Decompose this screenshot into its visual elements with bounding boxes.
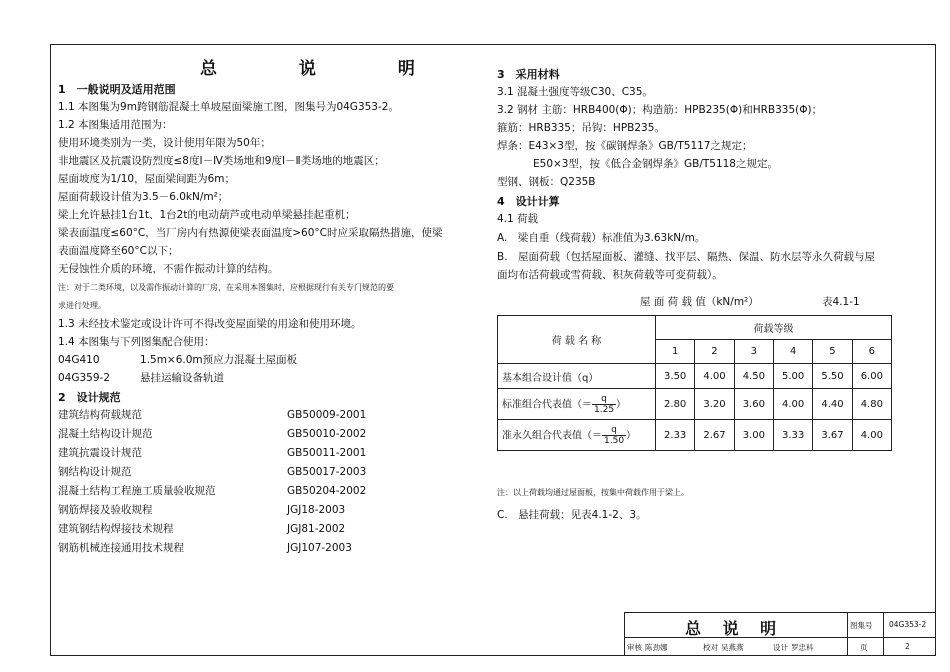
table-cell: 3.20 — [695, 389, 734, 420]
paragraph: 4.1 荷载 — [497, 213, 539, 225]
table-cell: 4.00 — [695, 364, 734, 389]
table-cell-label: 基本组合设计值（q） — [498, 364, 656, 389]
table-cell: 6.00 — [852, 364, 891, 389]
spec-code: JGJ18-2003 — [287, 504, 346, 516]
atlas-label: 图集号 — [850, 621, 873, 630]
spec-name: 钢筋机械连接通用技术规程 — [58, 542, 184, 554]
spec-code: GB50011-2001 — [287, 447, 367, 459]
paragraph: 1.1 本图集为9m跨钢筋混凝土单坡屋面梁施工图，图集号为04G353-2。 — [58, 101, 399, 113]
table-header: 4 — [773, 340, 812, 364]
title-block-divider — [883, 613, 884, 656]
spec-name: 混凝土结构设计规范 — [58, 428, 153, 440]
atlas-number: 04G353-2 — [889, 620, 927, 629]
table-cell: 2.67 — [695, 420, 734, 451]
table-cell-label: 准永久组合代表值（＝ $\frac{q}{1.50}$ ） — [498, 420, 656, 451]
row-label-text: 标准组合代表值（＝ — [502, 399, 592, 410]
table-header: 2 — [695, 340, 734, 364]
note-text: 求进行处理。 — [58, 301, 106, 310]
table-cell: 5.00 — [773, 364, 812, 389]
table-cell: 5.50 — [813, 364, 852, 389]
row-label-text: 准永久组合代表值（＝ — [502, 430, 602, 441]
table-caption: 屋 面 荷 载 值（kN/m²） — [640, 296, 759, 308]
table-header: 荷载等级 — [656, 316, 892, 340]
table-row — [498, 389, 892, 420]
fraction-numerator: q — [601, 393, 607, 404]
page-label: 页 — [860, 643, 868, 652]
paragraph: 1.3 未经技术鉴定或设计许可不得改变屋面梁的用途和使用环境。 — [58, 318, 362, 330]
table-cell: 4.80 — [852, 389, 891, 420]
paragraph: 表面温度降至60°C以下； — [58, 245, 179, 257]
page-title: 总 说 明 — [200, 59, 453, 79]
table-cell: 4.40 — [813, 389, 852, 420]
paragraph: 型钢、钢板：Q235B — [497, 176, 596, 188]
spec-code: JGJ81-2002 — [287, 523, 346, 535]
check-label: 校对 — [703, 643, 718, 652]
table-header: 5 — [813, 340, 852, 364]
fraction — [602, 425, 626, 446]
spec-name: 钢结构设计规范 — [58, 466, 132, 478]
table-cell: 2.80 — [656, 389, 695, 420]
atlas-name: 1.5m×6.0m预应力混凝土屋面板 — [140, 354, 298, 366]
paragraph: 屋面荷载设计值为3.5－6.0kN/m²； — [58, 191, 229, 203]
section-2-heading: 2 设计规范 — [58, 391, 121, 404]
paragraph: 梁上允许悬挂1台1t、1台2t的电动葫芦或电动单梁悬挂起重机； — [58, 209, 356, 221]
table-header: 3 — [734, 340, 773, 364]
table-cell: 2.33 — [656, 420, 695, 451]
paragraph: A. 梁自重（线荷载）标准值为3.63kN/m。 — [497, 232, 706, 244]
table-note: 注：以上荷载均通过屋面板，按集中荷载作用于梁上。 — [497, 488, 689, 497]
spec-name: 建筑结构荷载规范 — [58, 409, 142, 421]
paragraph: 1.2 本图集适用范围为： — [58, 119, 173, 131]
spec-code: GB50017-2003 — [287, 466, 367, 478]
title-block-divider — [625, 637, 936, 638]
paragraph: 无侵蚀性介质的环境，不需作振动计算的结构。 — [58, 263, 279, 275]
table-number: 表4.1-1 — [822, 296, 860, 308]
section-3-heading: 3 采用材料 — [497, 68, 560, 81]
table-row — [498, 420, 892, 451]
fraction-denominator: 1.25 — [594, 404, 615, 415]
fraction-numerator: q — [611, 424, 617, 435]
title-block-title: 总 说 明 — [685, 619, 785, 638]
atlas-code: 04G410 — [58, 354, 100, 366]
spec-name: 混凝土结构工程施工质量验收规范 — [58, 485, 216, 497]
table-row — [498, 364, 892, 389]
title-block — [624, 612, 936, 656]
review-label: 审核 — [627, 643, 642, 652]
spec-code: JGJ107-2003 — [287, 542, 352, 554]
fraction-denominator: 1.50 — [604, 435, 625, 446]
paragraph: 3.1 混凝土强度等级C30、C35。 — [497, 86, 653, 98]
paragraph: 面均布活荷载或雪荷载、积灰荷载等可变荷载）。 — [497, 269, 723, 281]
spec-code: GB50204-2002 — [287, 485, 367, 497]
spec-name: 钢筋焊接及验收规程 — [58, 504, 153, 516]
design-label: 设计 — [773, 643, 788, 652]
paragraph: 箍筋：HRB335；吊钩：HPB235。 — [497, 122, 665, 134]
table-cell: 3.00 — [734, 420, 773, 451]
page-number: 2 — [905, 642, 910, 651]
check-name: 吴燕燕 — [721, 643, 744, 652]
paragraph: B. 屋面荷载（包括屋面板、灌缝、找平层、隔热、保温、防水层等永久荷载与屋 — [497, 251, 876, 263]
atlas-name: 悬挂运输设备轨道 — [140, 372, 224, 384]
spec-code: GB50009-2001 — [287, 409, 367, 421]
paragraph: 3.2 钢材 主筋：HRB400(Φ)；构造筋：HPB235(Φ)和HRB335(Φ)； — [497, 104, 823, 116]
spec-code: GB50010-2002 — [287, 428, 367, 440]
table-header: 6 — [852, 340, 891, 364]
paragraph: C. 悬挂荷载：见表4.1-2、3。 — [497, 509, 647, 521]
table-cell: 4.00 — [852, 420, 891, 451]
table-cell: 4.00 — [773, 389, 812, 420]
paragraph: 焊条：E43×3型，按《碳钢焊条》GB/T5117之规定； — [497, 140, 753, 152]
paragraph: 使用环境类别为一类，设计使用年限为50年； — [58, 137, 271, 149]
table-cell: 3.33 — [773, 420, 812, 451]
spec-name: 建筑钢结构焊接技术规程 — [58, 523, 174, 535]
spec-name: 建筑抗震设计规范 — [58, 447, 142, 459]
note-text: 注：对于二类环境，以及需作振动计算的厂房，在采用本图集时，应根据现行有关专门规范的要 — [58, 283, 394, 292]
paragraph: 屋面坡度为1/10，屋面梁间距为6m； — [58, 173, 235, 185]
table-header: 1 — [656, 340, 695, 364]
table-cell: 3.67 — [813, 420, 852, 451]
paragraph: E50×3型，按《低合金钢焊条》GB/T5118之规定。 — [533, 158, 778, 170]
section-1-heading: 1 一般说明及适用范围 — [58, 83, 176, 96]
review-name: 陈劲娜 — [645, 643, 668, 652]
load-table — [497, 315, 892, 451]
table-cell-label: 标准组合代表值（＝ $\frac{q}{1.25}$ ） — [498, 389, 656, 420]
table-cell: 3.60 — [734, 389, 773, 420]
design-name: 罗忠科 — [791, 643, 814, 652]
paragraph: 1.4 本图集与下列图集配合使用： — [58, 336, 215, 348]
paragraph: 梁表面温度≤60°C，当厂房内有热源使梁表面温度>60°C时应采取隔热措施，使梁 — [58, 227, 443, 239]
title-block-divider — [847, 613, 848, 656]
paragraph: 非地震区及抗震设防烈度≤8度Ⅰ－Ⅳ类场地和9度Ⅰ－Ⅱ类场地的地震区； — [58, 155, 385, 167]
table-header: 荷 载 名 称 — [498, 316, 656, 364]
fraction — [592, 394, 616, 415]
table-cell: 3.50 — [656, 364, 695, 389]
table-cell: 4.50 — [734, 364, 773, 389]
atlas-code: 04G359-2 — [58, 372, 111, 384]
section-4-heading: 4 设计计算 — [497, 195, 560, 208]
